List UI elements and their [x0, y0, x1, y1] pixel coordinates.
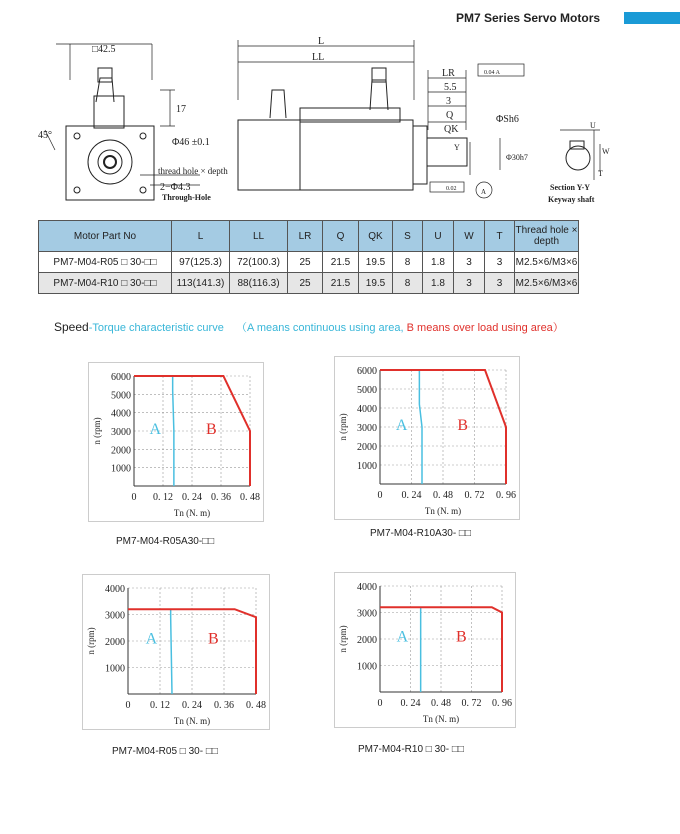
dim-30h7: Φ30h7: [506, 153, 528, 162]
cell: 8: [393, 252, 423, 273]
label-W: W: [602, 147, 610, 156]
header-accent-bar: [624, 12, 680, 24]
side-body: [238, 120, 413, 190]
x-axis-label: Tn (N. m): [422, 714, 460, 724]
y-axis-label: n (rpm): [338, 413, 348, 441]
front-boss: [88, 140, 132, 184]
cell: 21.5: [323, 252, 359, 273]
area-a-label: A: [395, 416, 408, 434]
x-tick-label: 0. 96: [492, 698, 512, 709]
spec-table: [38, 220, 579, 294]
y-axis-label: n (rpm): [338, 625, 348, 653]
x-tick-label: 0. 24: [401, 490, 422, 501]
x-tick-label: 0. 36: [211, 492, 231, 503]
y-tick-label: 1000: [357, 461, 377, 472]
y-tick-label: 6000: [357, 366, 377, 377]
col-header: L: [172, 221, 230, 252]
cell: 21.5: [323, 273, 359, 294]
cell: 1.8: [423, 252, 454, 273]
cell: 19.5: [359, 273, 393, 294]
area-a-label: A: [149, 420, 162, 438]
y-tick-label: 1000: [111, 463, 131, 475]
y-tick-label: 5000: [111, 390, 131, 402]
chart-caption-1: PM7-M04-R05A30-□□: [116, 536, 215, 547]
cell: 113(141.3): [172, 273, 230, 294]
dim-46: Φ46 ±0.1: [172, 137, 210, 148]
legend-speed: Speed: [54, 320, 89, 334]
y-tick-label: 1000: [105, 663, 125, 675]
chart-frame: [83, 575, 270, 730]
area-b-label: B: [205, 420, 217, 438]
y-tick-label: 3000: [357, 423, 377, 434]
y-tick-label: 3000: [105, 610, 125, 622]
x-tick-label: 0. 48: [240, 492, 260, 503]
legend-b-note: B means over load using area）: [406, 322, 564, 334]
tol-box: 0.04 A: [484, 70, 501, 76]
dim-45: 45°: [38, 130, 52, 141]
dim-Q: Q: [446, 110, 454, 121]
area-b-label: B: [455, 628, 467, 646]
x-tick-label: 0. 24: [400, 698, 421, 709]
y-tick-label: 2000: [105, 637, 125, 648]
x-tick-label: 0: [377, 490, 383, 501]
label-U: U: [590, 121, 596, 130]
x-axis-label: Tn (N. m): [173, 716, 211, 726]
cell: PM7-M04-R05 □ 30-□□: [39, 252, 172, 273]
area-b-label: B: [457, 416, 469, 434]
x-axis-label: Tn (N. m): [173, 508, 211, 518]
cell: M2.5×6/M3×6: [515, 273, 579, 294]
col-header: W: [454, 221, 485, 252]
col-header: S: [393, 221, 423, 252]
dim-3: 3: [446, 96, 451, 107]
y-tick-label: 4000: [357, 582, 377, 593]
legend-torque: -Torque characteristic curve: [88, 322, 224, 334]
cell: 3: [485, 252, 515, 273]
cell: 19.5: [359, 252, 393, 273]
cell: 88(116.3): [230, 273, 288, 294]
curve-legend: [54, 319, 564, 335]
col-header: Motor Part No: [39, 221, 172, 252]
keyway-section: [566, 146, 590, 170]
y-tick-label: 3000: [111, 427, 131, 438]
tol-box2: 0.02: [446, 186, 457, 192]
cell: M2.5×6/M3×6: [515, 252, 579, 273]
cell: 3: [485, 273, 515, 294]
cell: 72(100.3): [230, 252, 288, 273]
dim-shaft: ΦSh6: [496, 114, 519, 125]
x-tick-label: 0. 48: [431, 698, 451, 709]
y-tick-label: 2000: [357, 635, 377, 646]
y-tick-label: 2000: [111, 445, 131, 457]
x-tick-label: 0. 36: [214, 700, 234, 711]
col-header: LR: [288, 221, 323, 252]
area-a-label: A: [145, 630, 158, 648]
x-tick-label: 0. 48: [433, 490, 453, 501]
table-row: [39, 273, 579, 294]
speed-torque-chart-2: [334, 356, 520, 520]
col-header: LL: [230, 221, 288, 252]
table-row: [39, 252, 579, 273]
section-label: Section Y-Y: [550, 183, 591, 192]
cell: 25: [288, 252, 323, 273]
cell: 3: [454, 273, 485, 294]
area-a-label: A: [396, 628, 409, 646]
area-b-label: B: [207, 630, 219, 648]
legend-a-note: （A means continuous using area,: [236, 322, 404, 334]
y-axis-label: n (rpm): [92, 417, 102, 445]
datum-A: A: [481, 188, 487, 196]
table-header-row: [39, 221, 579, 252]
col-header: U: [423, 221, 454, 252]
x-tick-label: 0. 12: [150, 700, 170, 711]
col-header: T: [485, 221, 515, 252]
dim-LL: LL: [312, 52, 325, 63]
through-hole-dim: 2−Φ4.3: [160, 182, 191, 193]
chart-frame: [89, 363, 264, 522]
col-header: QK: [359, 221, 393, 252]
y-tick-label: 4000: [105, 584, 125, 595]
dim-42-5: □42.5: [92, 44, 116, 55]
x-tick-label: 0: [125, 700, 131, 711]
cell: PM7-M04-R10 □ 30-□□: [39, 273, 172, 294]
x-tick-label: 0: [131, 492, 137, 503]
keyway-label: Keyway shaft: [548, 195, 595, 204]
label-T: T: [598, 169, 603, 178]
dim-5-5: 5.5: [444, 82, 457, 93]
chart-caption-4: PM7-M04-R10 □ 30- □□: [358, 744, 464, 755]
col-header: Thread hole × depth: [515, 221, 579, 252]
cell: 1.8: [423, 273, 454, 294]
label-Y-top: Y: [454, 143, 460, 152]
x-tick-label: 0. 72: [464, 490, 485, 501]
x-tick-label: 0. 12: [153, 492, 173, 503]
speed-torque-chart-3: [82, 574, 270, 730]
dim-LR: LR: [442, 68, 455, 79]
y-tick-label: 4000: [357, 404, 377, 415]
front-shaft-ring: [98, 150, 122, 174]
x-tick-label: 0: [377, 698, 383, 709]
speed-torque-chart-4: [334, 572, 516, 728]
page-title: PM7 Series Servo Motors: [456, 11, 601, 25]
x-axis-label: Tn (N. m): [424, 506, 462, 516]
x-tick-label: 0. 24: [182, 700, 202, 711]
x-tick-label: 0. 24: [182, 492, 202, 503]
chart-frame: [335, 573, 516, 728]
dim-L: L: [318, 36, 325, 47]
cell: 3: [454, 252, 485, 273]
y-tick-label: 5000: [357, 385, 377, 396]
y-tick-label: 6000: [111, 372, 131, 383]
cell: 8: [393, 273, 423, 294]
dim-QK: QK: [444, 124, 459, 135]
speed-torque-chart-1: [88, 362, 264, 522]
chart-caption-3: PM7-M04-R05 □ 30- □□: [112, 746, 218, 757]
motor-dimension-drawing: [0, 30, 680, 215]
y-tick-label: 3000: [357, 608, 377, 620]
y-axis-label: n (rpm): [86, 627, 96, 655]
x-tick-label: 0. 72: [461, 698, 482, 709]
col-header: Q: [323, 221, 359, 252]
thread-label: thread hole × depth: [158, 166, 228, 176]
y-tick-label: 1000: [357, 661, 377, 673]
chart-frame: [335, 357, 520, 520]
chart-caption-2: PM7-M04-R10A30- □□: [370, 528, 472, 539]
through-hole-label: Through-Hole: [162, 193, 211, 202]
x-tick-label: 0. 96: [496, 490, 516, 501]
dim-17: 17: [176, 104, 186, 115]
cell: 97(125.3): [172, 252, 230, 273]
cell: 25: [288, 273, 323, 294]
y-tick-label: 4000: [111, 408, 131, 420]
front-flange: [66, 126, 154, 200]
x-tick-label: 0. 48: [246, 700, 266, 711]
y-tick-label: 2000: [357, 442, 377, 453]
